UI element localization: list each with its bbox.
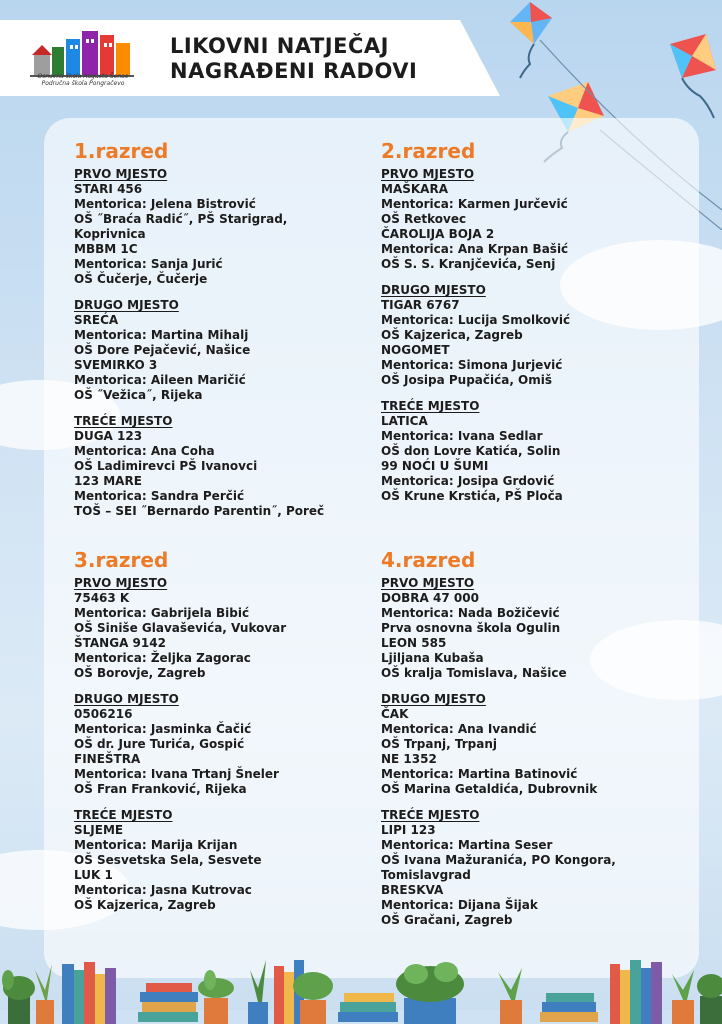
- plant-icon: [697, 974, 722, 1024]
- entry-line: LATICA: [381, 414, 428, 428]
- logo-line-2: Područna škola Pongračevo: [41, 80, 125, 87]
- entry-line: OŠ Ivana Mažuranića, PO Kongora,: [381, 853, 616, 867]
- place-section: [74, 298, 364, 403]
- entry-line: OŠ Gračani, Zagreb: [381, 913, 513, 927]
- place-heading: PRVO MJESTO: [381, 576, 475, 590]
- entry-line: OŠ kralja Tomislava, Našice: [381, 666, 567, 680]
- entry-line: LEON 585: [381, 636, 447, 650]
- plant-icon: [672, 970, 694, 1024]
- place-section: [381, 167, 671, 272]
- entry-line: DOBRA 47 000: [381, 591, 479, 605]
- place-section: [381, 692, 671, 797]
- entry-line: Ljiljana Kubaša: [381, 651, 484, 665]
- entry-line: OŠ Ladimirevci PŠ Ivanovci: [74, 459, 258, 473]
- entry-line: Mentorica: Sanja Jurić: [74, 257, 223, 271]
- entry-line: ŠTANGA 9142: [74, 636, 166, 650]
- entry-line: ČAROLIJA BOJA 2: [381, 227, 495, 241]
- entry-line: OŠ Siniše Glavaševića, Vukovar: [74, 621, 287, 635]
- entry-line: TOŠ – SEI ˝Bernardo Parentin˝, Poreč: [74, 504, 325, 518]
- place-section: [381, 576, 671, 681]
- entry-line: NOGOMET: [381, 343, 450, 357]
- place-heading: DRUGO MJESTO: [381, 692, 486, 706]
- entry-line: ČAK: [381, 707, 409, 721]
- entry-line: Mentorica: Ana Coha: [74, 444, 215, 458]
- book-icon: [540, 993, 598, 1022]
- entry-line: MAŠKARA: [381, 182, 448, 196]
- entry-line: OŠ Čučerje, Čučerje: [74, 272, 208, 286]
- place-heading: DRUGO MJESTO: [74, 692, 179, 706]
- entry-line: OŠ Kajzerica, Zagreb: [74, 898, 216, 912]
- entry-line: TIGAR 6767: [381, 298, 460, 312]
- place-section: [74, 808, 364, 913]
- place-heading: TREĆE MJESTO: [381, 808, 480, 822]
- entry-line: Mentorica: Lucija Smolković: [381, 313, 571, 327]
- place-section: [74, 414, 364, 519]
- entry-line: Mentorica: Martina Batinović: [381, 767, 578, 781]
- entry-line: Mentorica: Ana Ivandić: [381, 722, 537, 736]
- plant-icon: [498, 968, 522, 1024]
- place-heading: PRVO MJESTO: [381, 167, 475, 181]
- entry-line: LUK 1: [74, 868, 113, 882]
- place-section: [74, 167, 364, 287]
- entry-line: Mentorica: Ivana Trtanj Šneler: [74, 767, 279, 781]
- entry-line: STARI 456: [74, 182, 143, 196]
- place-heading: TREĆE MJESTO: [74, 414, 173, 428]
- entry-line: BRESKVA: [381, 883, 444, 897]
- entry-line: Mentorica: Karmen Jurčević: [381, 197, 568, 211]
- entry-line: OŠ ˝Braća Radić˝, PŠ Starigrad,: [74, 212, 288, 226]
- entry-line: Mentorica: Jasminka Čačić: [74, 722, 252, 736]
- grade-3-column: [74, 548, 364, 924]
- book-icon: [338, 993, 398, 1022]
- entry-line: OŠ Marina Getaldića, Dubrovnik: [381, 782, 598, 796]
- grade-title: 1.razred: [74, 139, 169, 163]
- grade-1-column: [74, 139, 364, 530]
- title-line-2: NAGRAĐENI RADOVI: [170, 59, 418, 83]
- place-section: [381, 283, 671, 388]
- entry-line: OŠ Retkovec: [381, 212, 467, 226]
- place-heading: TREĆE MJESTO: [381, 399, 480, 413]
- entry-line: SLJEME: [74, 823, 124, 837]
- place-heading: DRUGO MJESTO: [381, 283, 486, 297]
- entry-line: SVEMIRKO 3: [74, 358, 158, 372]
- entry-line: MBBM 1C: [74, 242, 138, 256]
- entry-line: SREĆA: [74, 313, 119, 327]
- plant-icon: [396, 962, 464, 1024]
- title-line-1: LIKOVNI NATJEČAJ: [170, 34, 389, 58]
- entry-line: Mentorica: Simona Jurjević: [381, 358, 563, 372]
- entry-line: OŠ Josipa Pupačića, Omiš: [381, 373, 553, 387]
- entry-line: Mentorica: Gabrijela Bibić: [74, 606, 250, 620]
- logo-caption: [28, 73, 138, 87]
- entry-line: Mentorica: Sandra Perčić: [74, 489, 245, 503]
- books-and-plants-decoration: [0, 940, 722, 1024]
- entry-line: Mentorica: Ana Krpan Bašić: [381, 242, 569, 256]
- entry-line: DUGA 123: [74, 429, 143, 443]
- place-heading: DRUGO MJESTO: [74, 298, 179, 312]
- place-section: [381, 808, 671, 928]
- place-section: [74, 692, 364, 797]
- entry-line: Mentorica: Ivana Sedlar: [381, 429, 543, 443]
- place-heading: TREĆE MJESTO: [74, 808, 173, 822]
- grade-4-column: [381, 548, 671, 939]
- entry-line: 0506216: [74, 707, 133, 721]
- entry-line: Mentorica: Dijana Šijak: [381, 898, 538, 912]
- grade-2-column: [381, 139, 671, 515]
- logo-line-1: Osnovna škola Augusta Šenoe: [37, 73, 129, 80]
- entry-line: 75463 K: [74, 591, 130, 605]
- entry-line: FINEŠTRA: [74, 752, 141, 766]
- entry-line: Mentorica: Jasna Kutrovac: [74, 883, 252, 897]
- entry-line: Mentorica: Josipa Grdović: [381, 474, 555, 488]
- entry-line: LIPI 123: [381, 823, 436, 837]
- entry-line: Mentorica: Martina Seser: [381, 838, 553, 852]
- entry-line: Mentorica: Jelena Bistrović: [74, 197, 256, 211]
- entry-line: OŠ don Lovre Katića, Solin: [381, 444, 561, 458]
- place-section: [74, 576, 364, 681]
- entry-line: OŠ Krune Krstića, PŠ Ploča: [381, 489, 563, 503]
- book-icon: [62, 962, 116, 1024]
- entry-line: Mentorica: Željka Zagorac: [74, 651, 251, 665]
- entry-line: OŠ Trpanj, Trpanj: [381, 737, 498, 751]
- place-heading: PRVO MJESTO: [74, 167, 168, 181]
- place-heading: PRVO MJESTO: [74, 576, 168, 590]
- grade-title: 3.razred: [74, 548, 169, 572]
- entry-line: OŠ Sesvetska Sela, Sesvete: [74, 853, 262, 867]
- grade-title: 2.razred: [381, 139, 476, 163]
- entry-line: OŠ dr. Jure Turića, Gospić: [74, 737, 245, 751]
- book-icon: [138, 983, 198, 1022]
- plant-icon: [35, 964, 54, 1024]
- entry-line: OŠ Kajzerica, Zagreb: [381, 328, 523, 342]
- entry-line: Mentorica: Marija Krijan: [74, 838, 238, 852]
- entry-line: Mentorica: Martina Mihalj: [74, 328, 249, 342]
- entry-line: OŠ Fran Franković, Rijeka: [74, 782, 247, 796]
- entry-line: 99 NOĆI U ŠUMI: [381, 459, 489, 473]
- plant-icon: [248, 960, 268, 1024]
- entry-line: Mentorica: Aileen Maričić: [74, 373, 246, 387]
- entry-line: OŠ S. S. Kranjčevića, Senj: [381, 257, 556, 271]
- page-title: [170, 34, 417, 84]
- entry-line: OŠ Dore Pejačević, Našice: [74, 343, 251, 357]
- entry-line: Tomislavgrad: [381, 868, 471, 882]
- entry-line: Prva osnovna škola Ogulin: [381, 621, 561, 635]
- book-icon: [610, 960, 662, 1024]
- entry-line: OŠ ˝Vežica˝, Rijeka: [74, 388, 203, 402]
- entry-line: NE 1352: [381, 752, 437, 766]
- entry-line: OŠ Borovje, Zagreb: [74, 666, 206, 680]
- grade-title: 4.razred: [381, 548, 476, 572]
- entry-line: 123 MARE: [74, 474, 142, 488]
- entry-line: Mentorica: Nada Božičević: [381, 606, 560, 620]
- entry-line: Koprivnica: [74, 227, 146, 241]
- place-section: [381, 399, 671, 504]
